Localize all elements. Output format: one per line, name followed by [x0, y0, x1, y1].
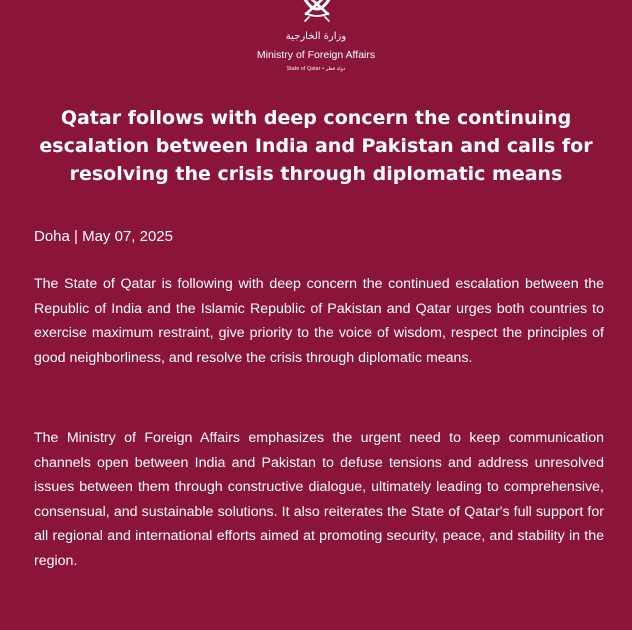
article-paragraph: The Ministry of Foreign Affairs emphasizes the urgent need to keep communication channels open between India and Pakistan to defuse tensions and address unresolved issues between them through constructive dialogue, ultimately leading to comprehensive, consensual, and sustainable solutions. It also reiterates the State of Qatar's full support for all regional and international efforts aimed at promoting security, peace, and stability in the region.: [34, 430, 604, 569]
ministry-name-arabic: وزارة الخارجية: [285, 31, 347, 42]
article-paragraph: The State of Qatar is following with deep concern the continued escalation between the Republic of India and the Islamic Republic of Pakistan and Qatar urges both countries to exercise maximum restraint, give priority to the voice of wisdom, respect the principles of good neighborliness, and resolve the crisis through diplomatic means.: [34, 276, 604, 366]
crossed-swords-emblem-icon: [297, 0, 337, 28]
state-of-qatar-line: State of Qatar • دولة قطر: [286, 66, 346, 72]
ministry-name-english: Ministry of Foreign Affairs: [256, 49, 376, 61]
ministry-header: [0, 0, 632, 85]
article-headline: Qatar follows with deep concern the continuing escalation between India and Pakistan and calls for resolving the crisis through diplomatic means: [39, 107, 593, 185]
article-dateline: Doha | May 07, 2025: [34, 228, 173, 245]
